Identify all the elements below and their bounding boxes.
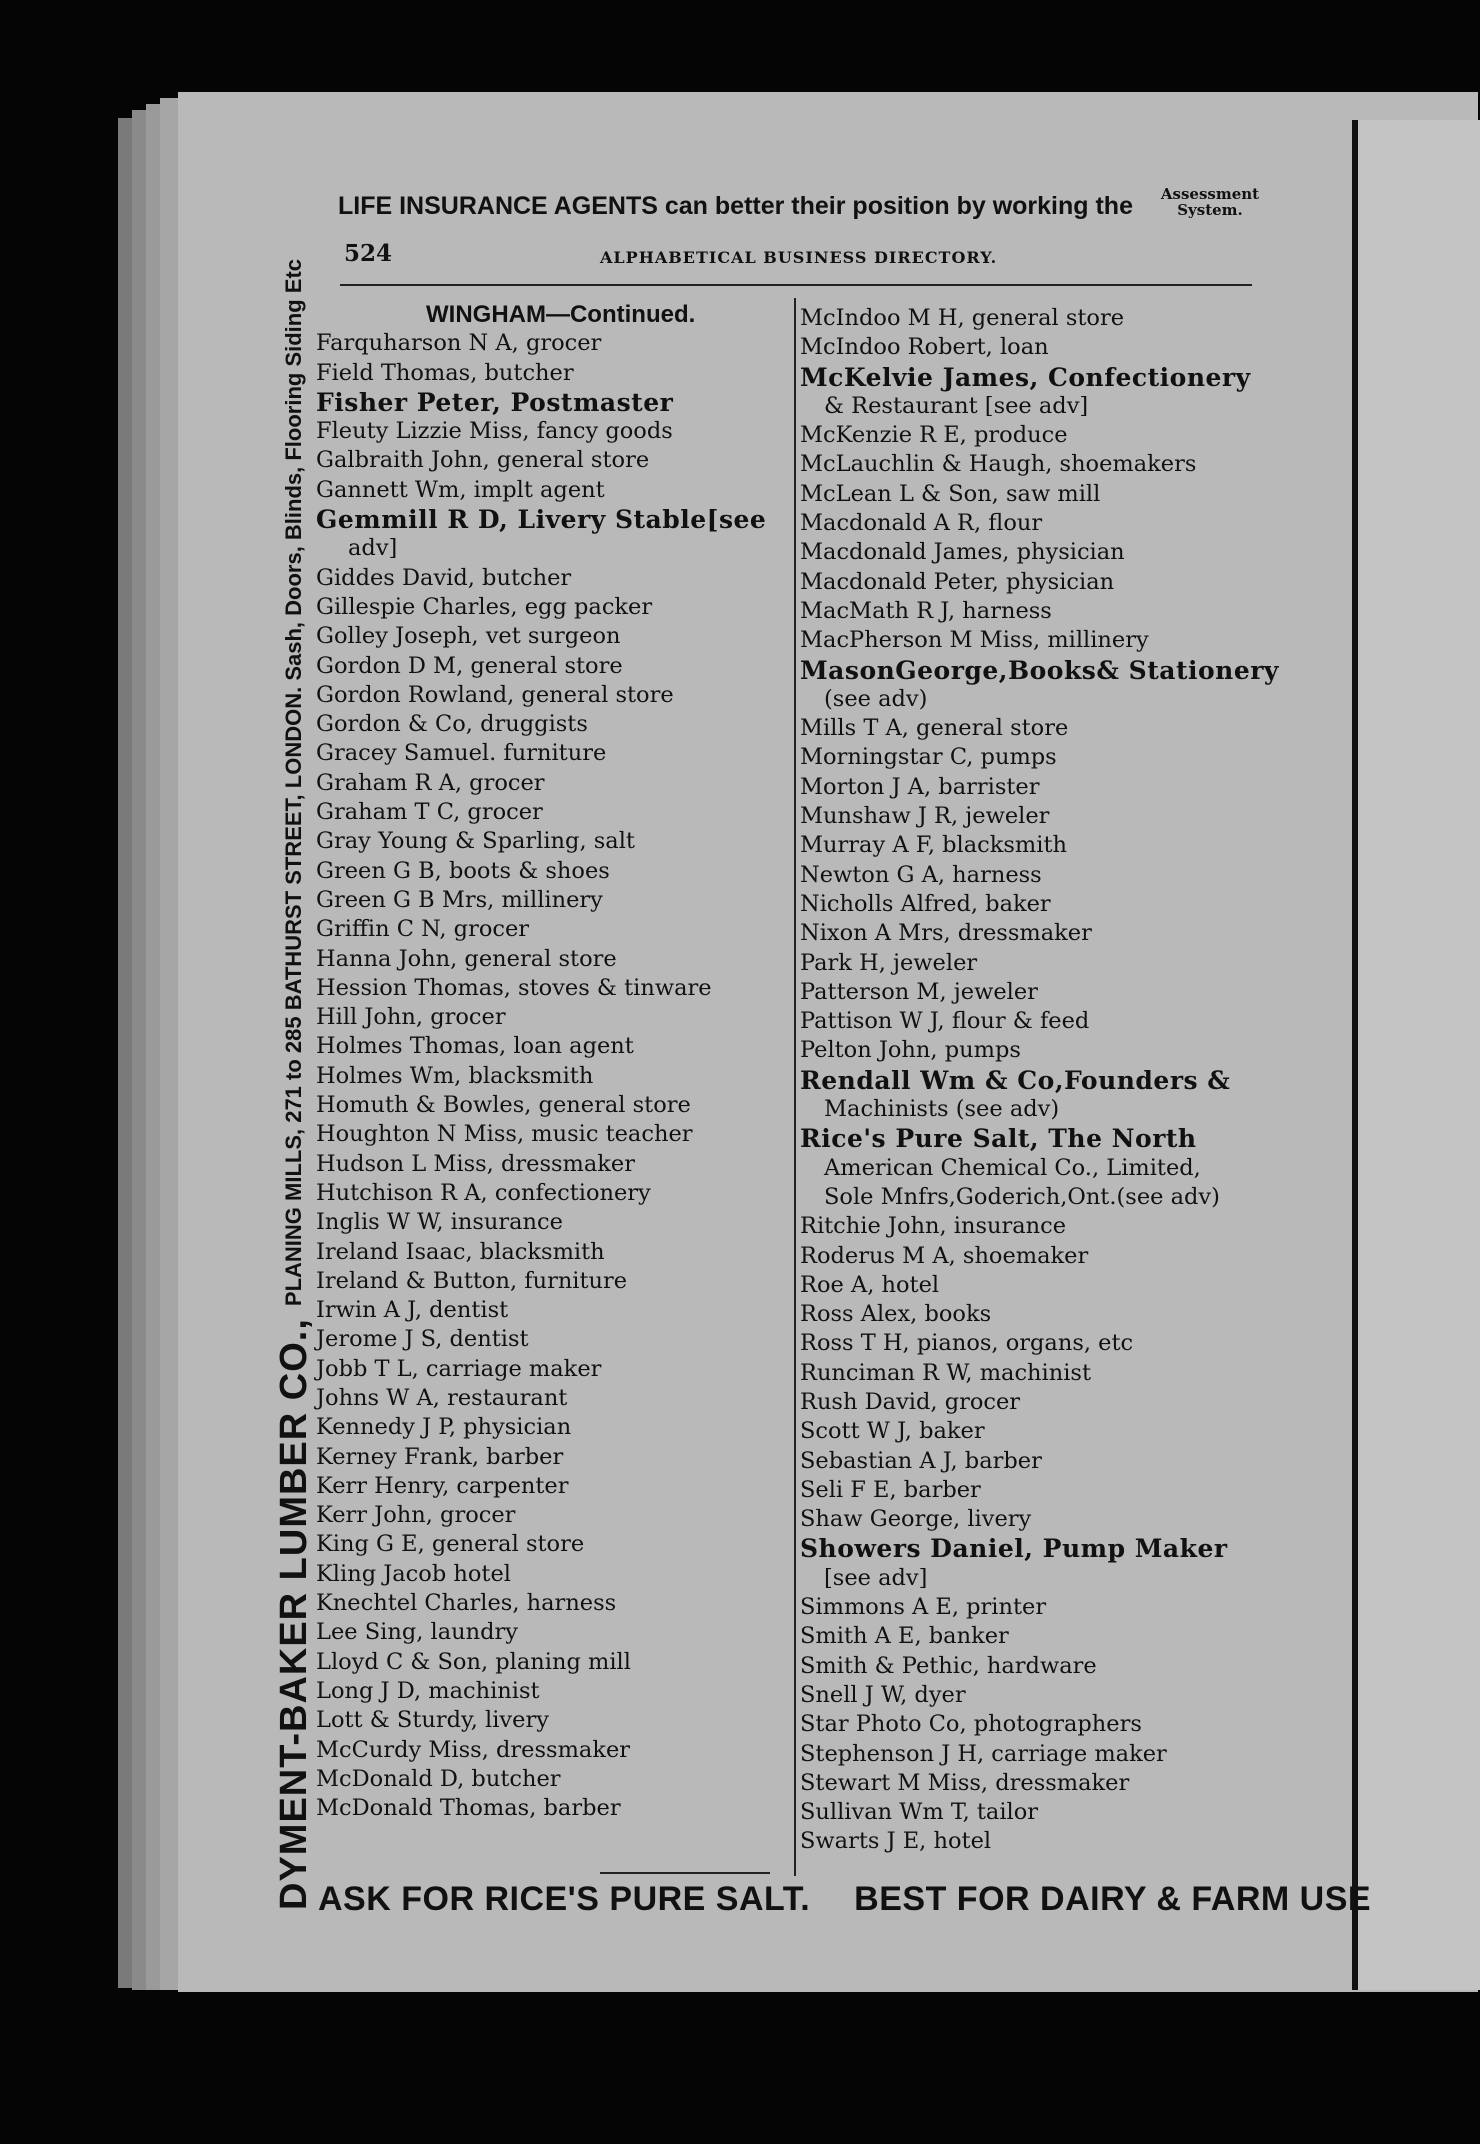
directory-entry: Rendall Wm & Co,Founders & <box>800 1065 1231 1095</box>
directory-entry: Star Photo Co, photographers <box>800 1711 1142 1738</box>
directory-entry: McDonald D, butcher <box>316 1765 561 1792</box>
directory-entry: Johns W A, restaurant <box>316 1384 568 1411</box>
directory-entry: Hession Thomas, stoves & tinware <box>316 974 712 1001</box>
footer-rule <box>600 1872 770 1874</box>
directory-entry: Roderus M A, shoemaker <box>800 1242 1089 1269</box>
directory-entry: Ireland & Button, furniture <box>316 1267 628 1294</box>
header-rule <box>340 284 1252 286</box>
directory-entry: Homuth & Bowles, general store <box>316 1092 691 1119</box>
directory-entry: Griffin C N, grocer <box>316 916 530 943</box>
right-entry-list <box>800 304 1279 1857</box>
directory-entry: Houghton N Miss, music teacher <box>316 1121 693 1148</box>
directory-entry: Simmons A E, printer <box>800 1594 1047 1621</box>
directory-entry: Gillespie Charles, egg packer <box>316 593 653 620</box>
directory-entry: Smith A E, banker <box>800 1623 1009 1650</box>
directory-entry: Pelton John, pumps <box>800 1037 1021 1064</box>
directory-entry: Rice's Pure Salt, The North <box>800 1124 1197 1154</box>
directory-entry: McDonald Thomas, barber <box>316 1795 621 1822</box>
directory-entry: Swarts J E, hotel <box>800 1828 992 1855</box>
directory-entry: Ross T H, pianos, organs, etc <box>800 1330 1134 1357</box>
directory-entry: Ritchie John, insurance <box>800 1213 1067 1240</box>
running-head: ALPHABETICAL BUSINESS DIRECTORY. <box>600 248 998 267</box>
directory-entry: Gracey Samuel. furniture <box>316 740 607 767</box>
directory-entry: Farquharson N A, grocer <box>316 330 602 357</box>
directory-entry: Kling Jacob hotel <box>316 1560 511 1587</box>
left-column <box>316 300 786 1823</box>
directory-entry: McKenzie R E, produce <box>800 422 1068 449</box>
directory-entry: Runciman R W, machinist <box>800 1359 1092 1386</box>
directory-entry: Gemmill R D, Livery Stable[see <box>316 505 767 535</box>
directory-entry: Stephenson J H, carriage maker <box>800 1740 1167 1767</box>
directory-entry: Kennedy J P, physician <box>316 1414 572 1441</box>
directory-entry: Nicholls Alfred, baker <box>800 890 1051 917</box>
directory-entry: Hutchison R A, confectionery <box>316 1179 651 1206</box>
top-advertisement <box>338 185 1268 221</box>
directory-entry: Giddes David, butcher <box>316 564 572 591</box>
directory-entry: McLauchlin & Haugh, shoemakers <box>800 451 1197 478</box>
right-column <box>800 304 1279 1857</box>
directory-entry: Field Thomas, butcher <box>316 359 574 386</box>
directory-entry: Mills T A, general store <box>800 715 1069 742</box>
footer-advertisement <box>318 1880 1372 1919</box>
directory-entry: King G E, general store <box>316 1531 585 1558</box>
sidebar-company-name: DYMENT-BAKER LUMBER CO., <box>272 1318 315 1910</box>
directory-entry: Snell J W, dyer <box>800 1681 966 1708</box>
directory-entry: Sullivan Wm T, tailor <box>800 1799 1039 1826</box>
directory-entry: Roe A, hotel <box>800 1271 940 1298</box>
directory-entry: Fisher Peter, Postmaster <box>316 387 674 417</box>
directory-entry: Green G B Mrs, millinery <box>316 886 603 913</box>
directory-entry: Inglis W W, insurance <box>316 1209 563 1236</box>
directory-entry: Rush David, grocer <box>800 1388 1021 1415</box>
directory-entry: Knechtel Charles, harness <box>316 1590 617 1617</box>
top-ad-text: LIFE INSURANCE AGENTS can better their position by working the <box>338 192 1133 220</box>
directory-entry: Munshaw J R, jeweler <box>800 803 1050 830</box>
directory-entry: Lott & Sturdy, livery <box>316 1707 549 1734</box>
directory-entry: American Chemical Co., Limited, <box>824 1154 1201 1181</box>
directory-entry: Irwin A J, dentist <box>316 1297 509 1324</box>
directory-entry: Fleuty Lizzie Miss, fancy goods <box>316 418 673 445</box>
directory-entry: McIndoo Robert, loan <box>800 334 1049 361</box>
section-subhead: WINGHAM—Continued. <box>426 301 696 328</box>
directory-entry: Shaw George, livery <box>800 1506 1032 1533</box>
directory-entry: Stewart M Miss, dressmaker <box>800 1769 1130 1796</box>
sidebar-ad-text: PLANING MILLS, 271 to 285 BATHURST STREET, LONDON. Sash, Doors, Blinds, Flooring Siding Etc <box>281 258 306 1307</box>
top-ad-small-line-2: System. <box>1177 201 1243 219</box>
directory-entry: Sole Mnfrs,Goderich,Ont.(see adv) <box>824 1183 1220 1210</box>
footer-ad-left: ASK FOR RICE'S PURE SALT. <box>318 1880 811 1918</box>
directory-entry: Gordon Rowland, general store <box>316 681 674 708</box>
directory-entry: MacPherson M Miss, millinery <box>800 627 1149 654</box>
directory-entry: Holmes Wm, blacksmith <box>316 1062 594 1089</box>
directory-entry: Gordon D M, general store <box>316 652 623 679</box>
directory-entry: Hanna John, general store <box>316 945 617 972</box>
directory-entry: Hill John, grocer <box>316 1004 506 1031</box>
directory-entry: Machinists (see adv) <box>824 1096 1060 1123</box>
directory-entry: Long J D, machinist <box>316 1677 540 1704</box>
directory-entry: Pattison W J, flour & feed <box>800 1008 1090 1035</box>
directory-entry: [see adv] <box>824 1564 928 1591</box>
directory-entry: (see adv) <box>824 685 928 712</box>
directory-entry: Showers Daniel, Pump Maker <box>800 1534 1228 1564</box>
left-entry-list <box>316 329 786 1823</box>
directory-entry: Kerney Frank, barber <box>316 1443 564 1470</box>
directory-entry: McCurdy Miss, dressmaker <box>316 1736 631 1763</box>
directory-entry: Morton J A, barrister <box>800 773 1040 800</box>
directory-entry: Jerome J S, dentist <box>316 1326 529 1353</box>
directory-entry: Green G B, boots & shoes <box>316 857 610 884</box>
directory-entry: Newton G A, harness <box>800 861 1042 888</box>
directory-entry: Nixon A Mrs, dressmaker <box>800 920 1092 947</box>
page-number: 524 <box>344 240 393 267</box>
directory-entry: McIndoo M H, general store <box>800 305 1125 331</box>
directory-entry: Galbraith John, general store <box>316 447 650 474</box>
directory-entry: adv] <box>348 535 398 562</box>
directory-entry: Macdonald James, physician <box>800 539 1125 566</box>
directory-entry: MasonGeorge,Books& Stationery <box>800 655 1279 685</box>
directory-entry: Patterson M, jeweler <box>800 978 1038 1005</box>
directory-entry: Seli F E, barber <box>800 1476 981 1503</box>
directory-entry: & Restaurant [see adv] <box>824 392 1089 419</box>
directory-entry: Park H, jeweler <box>800 949 978 976</box>
directory-entry: Graham T C, grocer <box>316 799 543 826</box>
directory-entry: Hudson L Miss, dressmaker <box>316 1150 635 1177</box>
directory-entry: Graham R A, grocer <box>316 769 545 796</box>
directory-entry: Jobb T L, carriage maker <box>316 1355 602 1382</box>
directory-entry: Scott W J, baker <box>800 1418 985 1445</box>
facing-page-edge <box>1358 120 1480 1990</box>
directory-entry: Lloyd C & Son, planing mill <box>316 1648 631 1675</box>
top-ad-small-line-1: Assessment <box>1160 185 1260 203</box>
sidebar-advertisement <box>268 190 320 1910</box>
directory-entry: Ross Alex, books <box>800 1301 992 1328</box>
top-ad-small-text <box>1150 186 1270 218</box>
directory-entry: Gordon & Co, druggists <box>316 711 588 738</box>
directory-entry: Kerr Henry, carpenter <box>316 1472 569 1499</box>
directory-entry: McKelvie James, Confectionery <box>800 362 1251 392</box>
directory-entry: Morningstar C, pumps <box>800 744 1057 771</box>
directory-entry: Macdonald A R, flour <box>800 510 1043 537</box>
directory-entry: Ireland Isaac, blacksmith <box>316 1238 605 1265</box>
directory-entry: Gannett Wm, implt agent <box>316 476 605 503</box>
directory-entry: Macdonald Peter, physician <box>800 568 1115 595</box>
directory-entry: MacMath R J, harness <box>800 597 1052 624</box>
directory-entry: Smith & Pethic, hardware <box>800 1652 1097 1679</box>
footer-ad-right: BEST FOR DAIRY & FARM USE <box>854 1880 1372 1918</box>
directory-entry: Holmes Thomas, loan agent <box>316 1033 634 1060</box>
directory-entry: Golley Joseph, vet surgeon <box>316 623 621 650</box>
directory-entry: Murray A F, blacksmith <box>800 832 1067 859</box>
directory-entry: Kerr John, grocer <box>316 1502 516 1529</box>
directory-entry: Gray Young & Sparling, salt <box>316 828 635 855</box>
directory-entry: Sebastian A J, barber <box>800 1447 1042 1474</box>
directory-entry: McLean L & Son, saw mill <box>800 480 1101 507</box>
column-divider <box>794 298 796 1876</box>
directory-entry: Lee Sing, laundry <box>316 1619 518 1646</box>
